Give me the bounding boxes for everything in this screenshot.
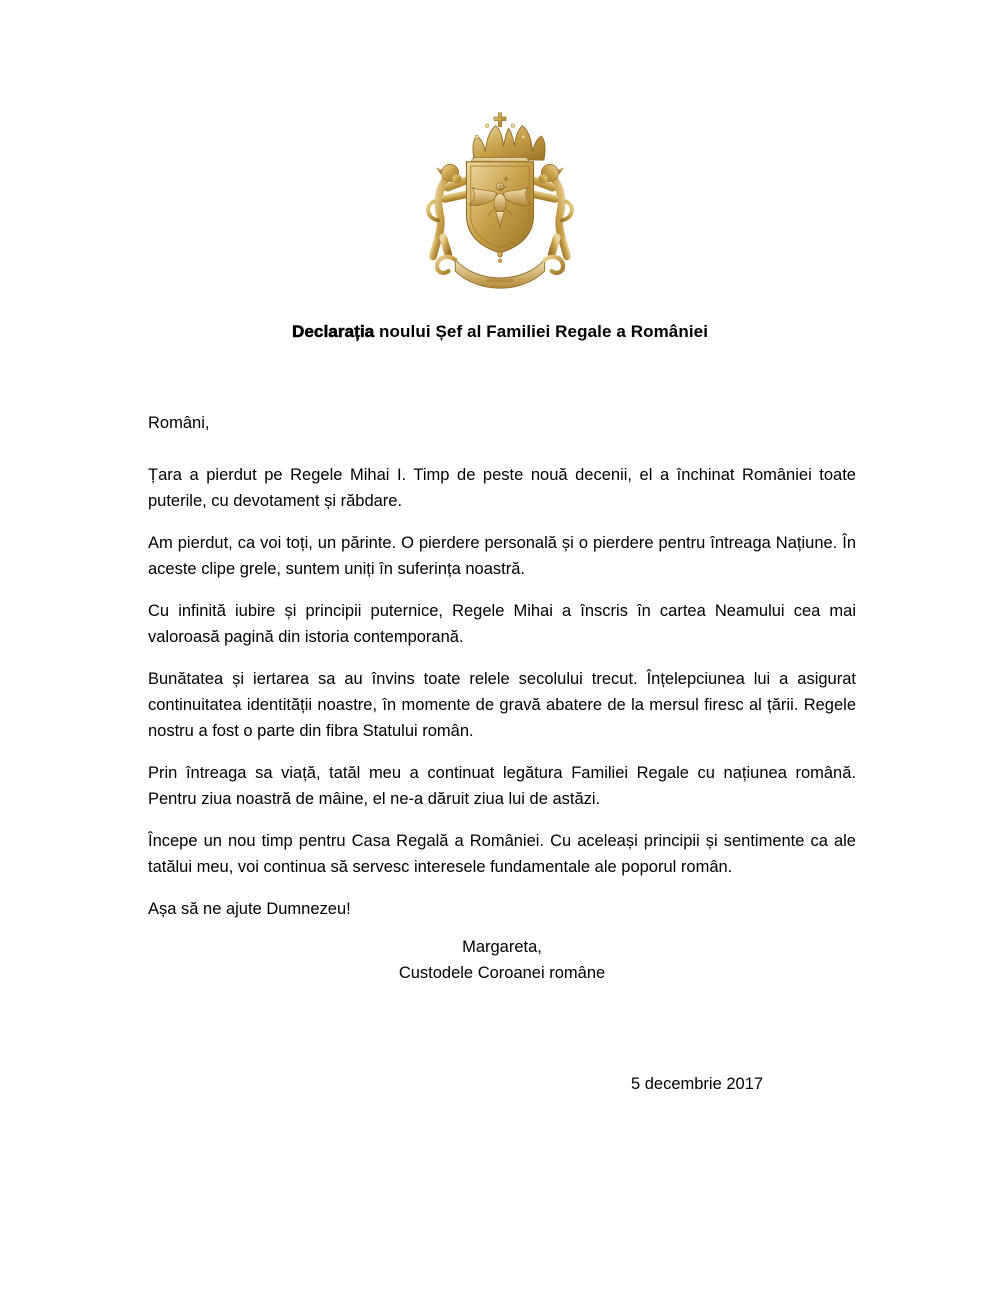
paragraph-2: Am pierdut, ca voi toți, un părinte. O pierdere personală și o pierdere pentru întreaga Națiune. În aceste clipe grele, suntem uniți în suferința noastră. [148, 534, 856, 578]
title-lead: Declarația [291, 322, 375, 341]
signature-name: Margareta, [462, 938, 542, 956]
closing-line: Așa să ne ajute Dumnezeu! [148, 900, 351, 918]
paragraph-6: Începe un nou timp pentru Casa Regală a României. Cu aceleași principii și sentimente ca ale tatălui meu, voi continua să servesc interesele fundamentale ale poporul român. [148, 832, 856, 876]
signature-title: Custodele Coroanei române [398, 964, 606, 982]
title-rest: noului Șef al Familiei Regale a României [374, 322, 709, 341]
date-text: 5 decembrie 2017 [630, 1075, 764, 1093]
lion-right-icon [534, 164, 572, 256]
paragraph-1: Țara a pierdut pe Regele Mihai I. Timp de peste nouă decenii, el a închinat României toate puterile, cu devotament și răbdare. [148, 466, 856, 510]
paragraph-4: Bunătatea și iertarea sa au învins toate relele secolului trecut. Înțelepciunea lui a asigurat continuitatea identității noastre, în momente de gravă abatere de la mersul firesc al țării. Regele nostru a fost o parte din fibra Statului român. [148, 670, 856, 740]
ribbon-banner-icon [437, 252, 563, 288]
paragraph-3: Cu infinită iubire și principii puternice, Regele Mihai a înscris în cartea Neamului cea mai valoroasă pagină din istoria contemporană. [148, 602, 856, 646]
date-line [400, 1071, 994, 1097]
greeting-line: Români, [148, 414, 210, 432]
document-title [0, 322, 1000, 342]
document-body [148, 410, 856, 986]
coat-of-arms-svg [414, 110, 586, 291]
romanian-royal-coat-of-arms-icon [0, 110, 1000, 296]
signature-block [148, 934, 856, 986]
lion-left-icon [428, 164, 466, 256]
crown-icon [472, 124, 545, 165]
cross-icon [494, 113, 506, 127]
paragraph-5: Prin întreaga sa viață, tatăl meu a continuat legătura Familiei Regale cu națiunea română. Pentru ziua noastră de mâine, el ne-a dăruit ziua lui de astăzi. [148, 764, 856, 808]
